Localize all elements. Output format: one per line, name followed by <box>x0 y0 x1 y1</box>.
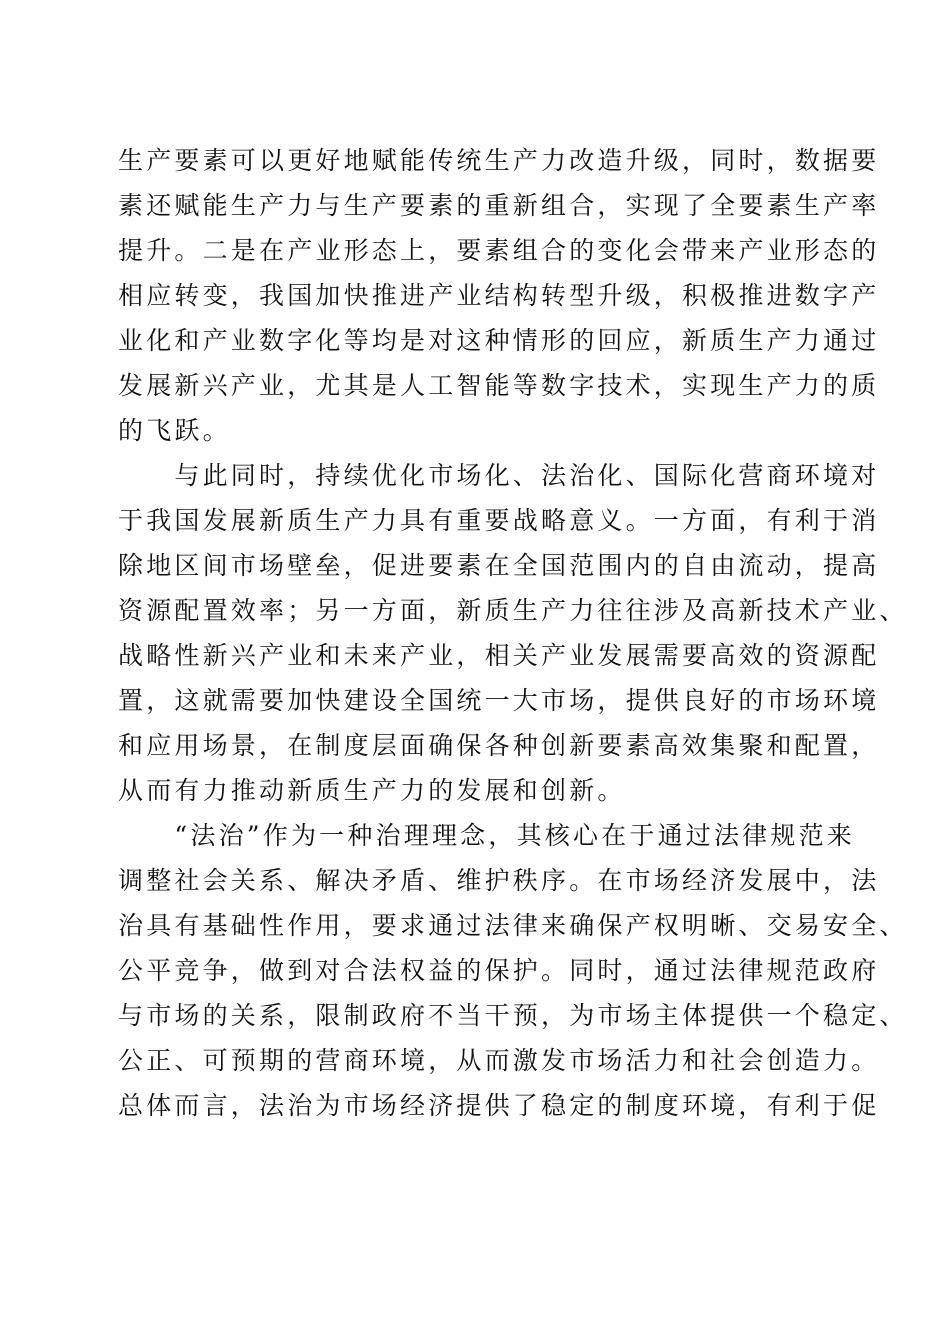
text-line-16: “法治”作为一种治理理念，其核心在于通过法律规范来 <box>118 821 855 850</box>
text-line-13: 置，这就需要加快建设全国统一大市场，提供良好的市场环境 <box>118 686 880 715</box>
text-line-20: 与市场的关系，限制政府不当干预，为市场主体提供一个稳定、 <box>118 1001 908 1030</box>
text-line-8: 与此同时，持续优化市场化、法治化、国际化营商环境对 <box>118 461 880 490</box>
text-line-3: 提升。二是在产业形态上，要素组合的变化会带来产业形态的 <box>118 236 880 265</box>
text-line-14: 和应用场景，在制度层面确保各种创新要素高效集聚和配置， <box>118 731 880 760</box>
text-line-2: 素还赋能生产力与生产要素的重新组合，实现了全要素生产率 <box>118 191 880 220</box>
text-line-9: 于我国发展新质生产力具有重要战略意义。一方面，有利于消 <box>118 506 880 535</box>
text-line-7: 的飞跃。 <box>118 416 231 445</box>
body-text <box>118 138 908 1128</box>
text-line-18: 治具有基础性作用，要求通过法律来确保产权明晰、交易安全、 <box>118 911 908 940</box>
text-line-5: 业化和产业数字化等均是对这种情形的回应，新质生产力通过 <box>118 326 880 355</box>
text-line-1: 生产要素可以更好地赋能传统生产力改造升级，同时，数据要 <box>118 146 880 175</box>
text-line-21: 公正、可预期的营商环境，从而激发市场活力和社会创造力。 <box>118 1046 880 1075</box>
text-line-17: 调整社会关系、解决矛盾、维护秩序。在市场经济发展中，法 <box>118 866 880 895</box>
text-line-22: 总体而言，法治为市场经济提供了稳定的制度环境，有利于促 <box>118 1091 880 1120</box>
text-line-4: 相应转变，我国加快推进产业结构转型升级，积极推进数字产 <box>118 281 880 310</box>
text-line-6: 发展新兴产业，尤其是人工智能等数字技术，实现生产力的质 <box>118 371 880 400</box>
text-line-15: 从而有力推动新质生产力的发展和创新。 <box>118 776 626 805</box>
text-line-12: 战略性新兴产业和未来产业，相关产业发展需要高效的资源配 <box>118 641 880 670</box>
text-line-11: 资源配置效率；另一方面，新质生产力往往涉及高新技术产业、 <box>118 596 908 625</box>
text-line-19: 公平竞争，做到对合法权益的保护。同时，通过法律规范政府 <box>118 956 880 985</box>
text-line-10: 除地区间市场壁垒，促进要素在全国范围内的自由流动，提高 <box>118 551 880 580</box>
